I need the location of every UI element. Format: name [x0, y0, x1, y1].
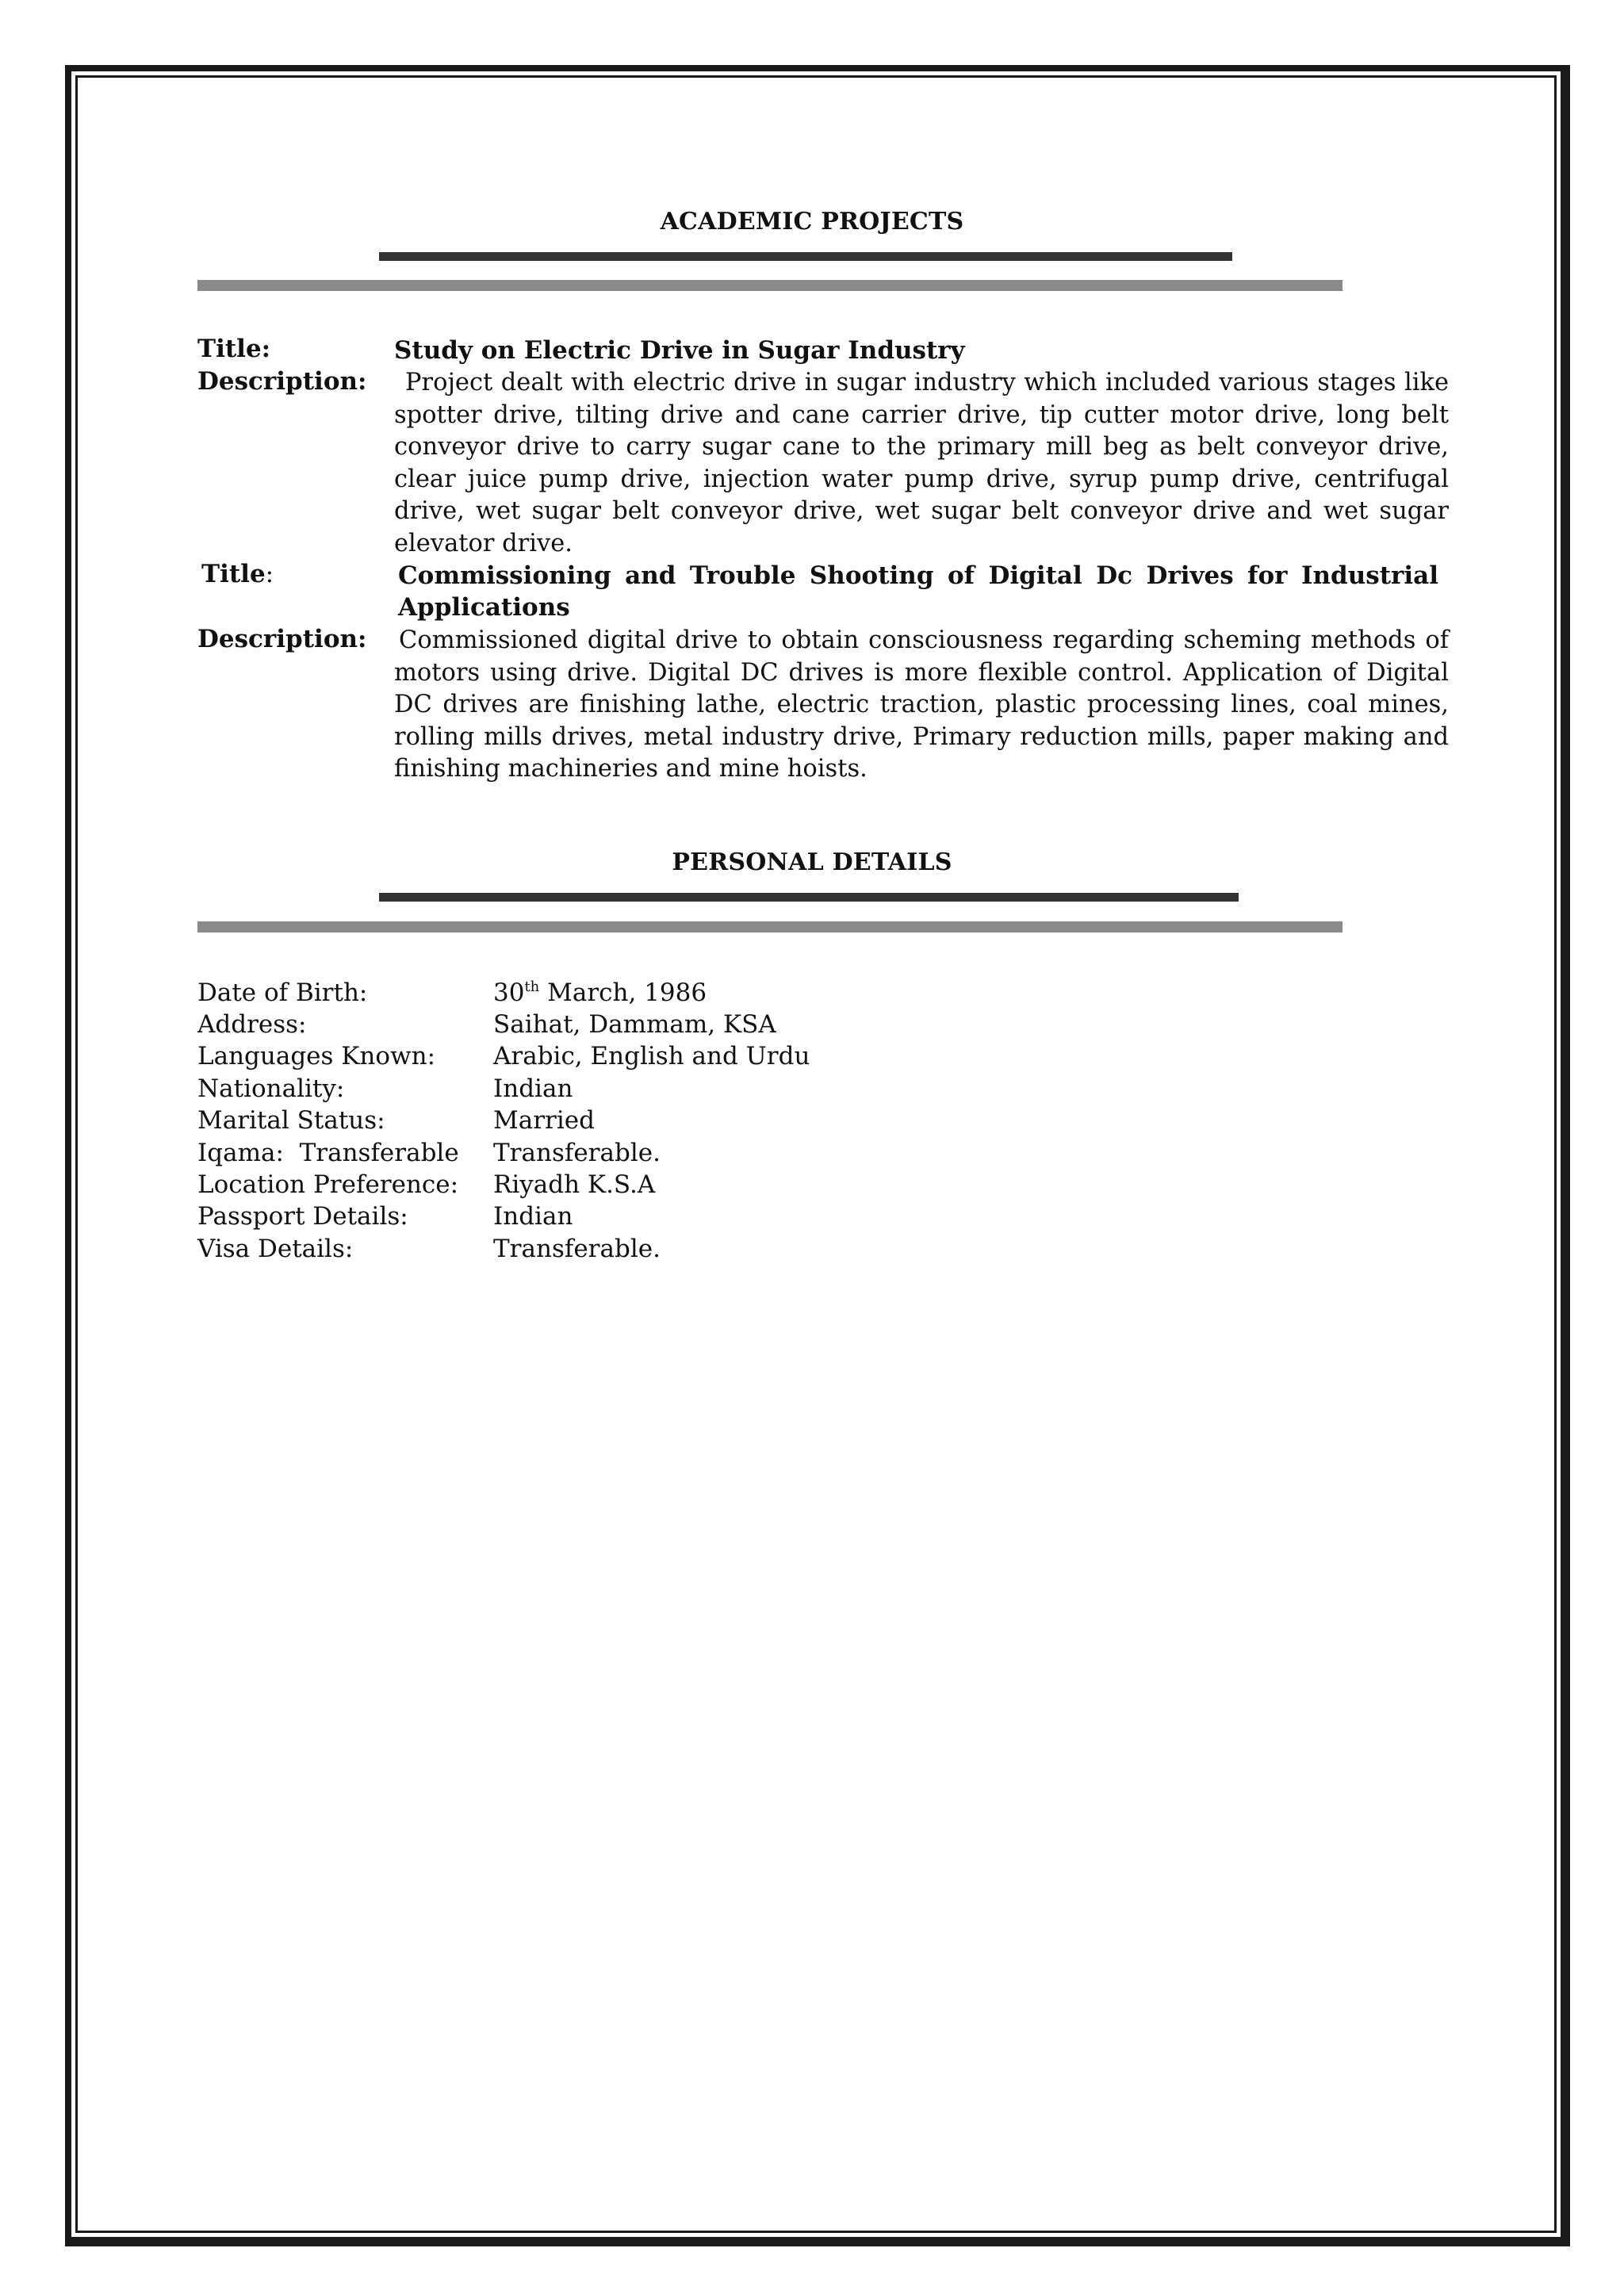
heading-rule-dark: [379, 252, 1232, 261]
visa-details-value: Transferable.: [493, 1235, 661, 1263]
personal-rule-dark: [379, 893, 1239, 902]
address-label: Address:: [197, 1010, 307, 1039]
location-preference-label: Location Preference:: [197, 1170, 459, 1199]
dob-label: Date of Birth:: [197, 978, 368, 1007]
project-2-title-label-text: Title: [201, 560, 266, 588]
location-preference-value: Riyadh K.S.A: [493, 1170, 656, 1199]
project-1-description-label: Description:: [197, 367, 367, 396]
project-2-description: Commissioned digital drive to obtain consciousness regarding scheming methods of motors using drive. Digital DC drives is more flexible control. Application of Digital DC drives are finishing lathe, electric traction, plastic processing lines, coal mines, rolling mills drives, metal industry drive, Primary reduction mills, paper making and finishing machineries and mine hoists.: [394, 626, 1449, 783]
address-value: Saihat, Dammam, KSA: [493, 1010, 776, 1039]
passport-details-value: Indian: [493, 1202, 573, 1231]
marital-status-value: Married: [493, 1106, 595, 1135]
project-2-title-label-colon: :: [265, 560, 274, 588]
project-1-title-label: Title:: [197, 335, 271, 363]
dob-suffix: th: [524, 978, 540, 995]
marital-status-label: Marital Status:: [197, 1106, 385, 1135]
personal-rule-grey: [197, 921, 1342, 933]
nationality-label: Nationality:: [197, 1074, 345, 1103]
project-1-title: Study on Electric Drive in Sugar Industry: [394, 336, 965, 365]
dob-day: 30: [493, 978, 525, 1007]
iqama-value: Transferable.: [493, 1139, 661, 1167]
academic-projects-heading: ACADEMIC PROJECTS: [660, 208, 964, 236]
languages-label: Languages Known:: [197, 1042, 436, 1070]
personal-details-heading: PERSONAL DETAILS: [672, 848, 952, 876]
project-2-title: Commissioning and Trouble Shooting of Digital Dc Drives for Industrial Applications: [398, 561, 1438, 622]
project-1-description: Project dealt with electric drive in sugar industry which included various stages like spotter drive, tilting drive and cane carrier drive, tip cutter motor drive, long belt conveyor drive to carry sugar cane to the primary mill beg as belt conveyor drive, clear juice pump drive, injection water pump drive, syrup pump drive, centrifugal drive, wet sugar belt conveyor drive, wet sugar belt conveyor drive and wet sugar elevator drive.: [394, 369, 1449, 557]
passport-details-label: Passport Details:: [197, 1202, 408, 1231]
nationality-value: Indian: [493, 1074, 573, 1103]
visa-details-label: Visa Details:: [197, 1235, 354, 1263]
dob-rest: March, 1986: [539, 978, 707, 1007]
heading-rule-grey: [197, 280, 1342, 291]
project-2-description-label: Description:: [197, 625, 367, 653]
dob-value: [493, 978, 707, 1007]
languages-value: Arabic, English and Urdu: [493, 1042, 810, 1070]
project-2-title-label: [201, 560, 274, 588]
iqama-label: Iqama: Transferable: [197, 1139, 459, 1167]
